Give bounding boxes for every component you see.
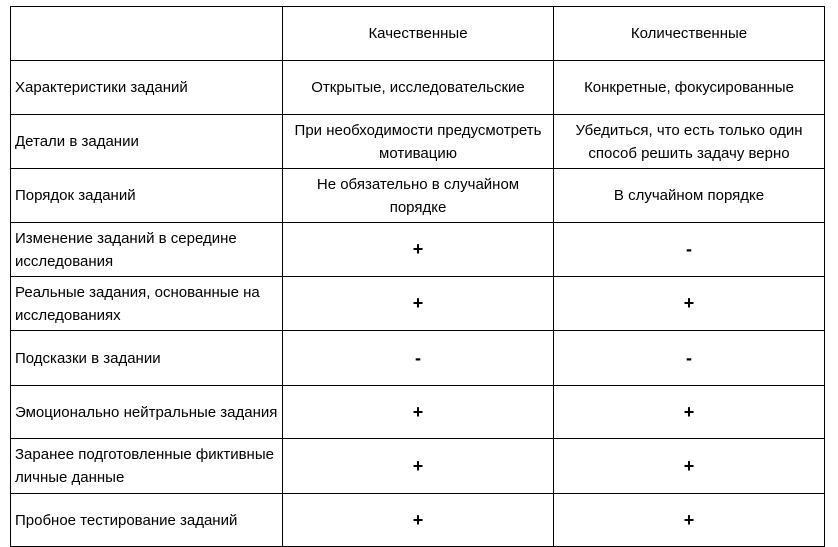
- row-label: Порядок заданий: [11, 169, 283, 223]
- table-row: [11, 61, 825, 115]
- row-label: Подсказки в задании: [11, 331, 283, 386]
- quantitative-mark: +: [554, 494, 825, 547]
- table-row: [11, 223, 825, 277]
- table-row: [11, 494, 825, 547]
- row-label: Детали в задании: [11, 115, 283, 169]
- qualitative-mark: +: [283, 277, 554, 331]
- header-row: [11, 7, 825, 61]
- quantitative-cell: Конкретные, фокусированные: [554, 61, 825, 115]
- table-row: [11, 115, 825, 169]
- quantitative-mark: -: [554, 331, 825, 386]
- table-row: [11, 386, 825, 439]
- table-row: [11, 439, 825, 494]
- quantitative-cell: В случайном порядке: [554, 169, 825, 223]
- qualitative-mark: +: [283, 386, 554, 439]
- header-qualitative: Качественные: [283, 7, 554, 61]
- header-empty-cell: [11, 7, 283, 61]
- quantitative-mark: +: [554, 277, 825, 331]
- table-row: [11, 331, 825, 386]
- row-label: Пробное тестирование заданий: [11, 494, 283, 547]
- quantitative-mark: +: [554, 386, 825, 439]
- table-row: [11, 277, 825, 331]
- row-label: Реальные задания, основанные на исследованиях: [11, 277, 283, 331]
- quantitative-cell: Убедиться, что есть только один способ решить задачу верно: [554, 115, 825, 169]
- qualitative-mark: -: [283, 331, 554, 386]
- quantitative-mark: -: [554, 223, 825, 277]
- qualitative-cell: Открытые, исследовательские: [283, 61, 554, 115]
- quantitative-mark: +: [554, 439, 825, 494]
- qualitative-cell: При необходимости предусмотреть мотивацию: [283, 115, 554, 169]
- comparison-table: [10, 6, 825, 547]
- row-label: Эмоционально нейтральные задания: [11, 386, 283, 439]
- qualitative-mark: +: [283, 494, 554, 547]
- qualitative-mark: +: [283, 223, 554, 277]
- qualitative-mark: +: [283, 439, 554, 494]
- table-row: [11, 169, 825, 223]
- row-label: Характеристики заданий: [11, 61, 283, 115]
- row-label: Заранее подготовленные фиктивные личные данные: [11, 439, 283, 494]
- header-quantitative: Количественные: [554, 7, 825, 61]
- qualitative-cell: Не обязательно в случайном порядке: [283, 169, 554, 223]
- row-label: Изменение заданий в середине исследования: [11, 223, 283, 277]
